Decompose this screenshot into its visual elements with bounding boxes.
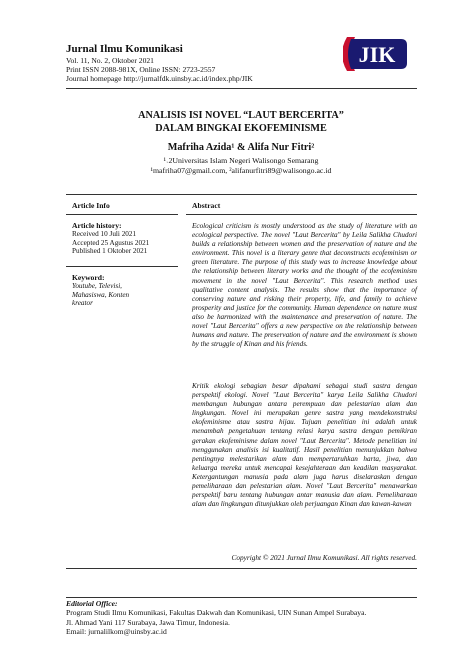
editorial-address-1: Program Studi Ilmu Komunikasi, Fakultas Dakwah dan Komunikasi, UIN Sunan Ampel Surabaya. bbox=[66, 608, 367, 618]
affiliations bbox=[66, 156, 416, 176]
received-date: Received 10 Juli 2021 bbox=[72, 230, 137, 238]
accepted-date: Accepted 25 Agustus 2021 bbox=[72, 238, 150, 247]
left-col-rule-1 bbox=[66, 214, 178, 215]
journal-meta bbox=[66, 56, 253, 84]
right-col-rule-1 bbox=[186, 214, 417, 215]
title-line-2: DALAM BINGKAI EKOFEMINISME bbox=[155, 123, 327, 134]
published-date: Published 1 Oktober 2021 bbox=[72, 247, 148, 256]
editorial-email[interactable]: Email: jurnalilkom@uinsby.ac.id bbox=[66, 627, 167, 637]
logo-text: JIK bbox=[358, 42, 396, 67]
keyword-line: kreator bbox=[72, 299, 93, 308]
abstract-indonesian: Kritik ekologi sebagian besar dipahami sebagai studi sastra dengan perspektif ekologi. Novel "Laut Bercerita" karya Leila Salikha Chudori membangun hubungan antara perempuan dan pelestarian alam dan lingkungan. Novel ini merupakan genre sastra yang mendekonstruksi ekofeminisme atau sastra hijau. Tujuan penelitian ini adalah untuk menambah pengetahuan tentang relasi karya sastra dengan pemikiran gerakan ekofeminisme dalam novel "Laut Bercerita". Metode penelitian ini menggunakan analisis isi kualitatif. Hasil penelitian menunjukkan bahwa pentingnya melestarikan alam dan mempertaruhkan harta, jiwa, dan keluarga mereka untuk mencapai kesejahteraan dan keadilan masyarakat. Ketergantungan manusia pada alam juga harus diselaraskan dengan pemeliharaan dan pelestarian alam. Novel "Laut Bercerita" menawarkan perspektif baru tentang hubungan antar manusia dan alam. Pemeliharaan alam dan lingkungan ditunjukkan oleh perjuangan Kinan dan kawan-kawan bbox=[192, 382, 417, 509]
keywords-block bbox=[72, 273, 178, 308]
journal-logo bbox=[343, 35, 409, 73]
homepage-link[interactable]: Journal homepage http://jurnalfdk.uinsby.ac.id/index.php/JIK bbox=[66, 74, 253, 84]
article-history bbox=[72, 221, 178, 256]
abstract-english: Ecological criticism is mostly understood as the study of literature with an ecological perspective. The novel "Laut Bercerita" by Leila Salikha Chudori builds a relationship between women and the preservation of nature and the environment. This novel is a literary genre that deconstructs ecofeminism or green literature. The purpose of this study was to increase knowledge about the relationship between literary works and the thought of the ecofeminism movement in the novel "Laut Bercerita". This research method uses qualitative content analysis. The results show that the importance of conserving nature and risking their property, life, and family to achieve prosperity and justice for the community. Human dependence on nature must also be harmonized with the maintenance and preservation of nature. The novel "Laut Bercerita" offers a new perspective on the relationship between humans and nature. The preservation of nature and the environment is shown by the struggle of Kinan and his friends. bbox=[192, 222, 417, 349]
footer-rule bbox=[66, 597, 417, 598]
rule-top bbox=[66, 194, 417, 195]
affiliation-line: ¹˒2Universitas Islam Negeri Walisongo Semarang bbox=[163, 156, 319, 165]
editorial-heading: Editorial Office: bbox=[66, 599, 118, 608]
abstract-heading: Abstract bbox=[192, 201, 221, 210]
title-line-1: ANALISIS ISI NOVEL “LAUT BERCERITA” bbox=[138, 110, 344, 121]
volume-info: Vol. 11, No. 2, Oktober 2021 bbox=[66, 56, 154, 65]
keyword-heading: Keyword: bbox=[72, 273, 105, 282]
header-rule bbox=[66, 88, 417, 89]
paper-title bbox=[66, 109, 416, 135]
email-line: ¹mafriha07@gmail.com, ²alifanurfitri89@walisongo.ac.id bbox=[150, 166, 332, 175]
journal-name: Jurnal Ilmu Komunikasi bbox=[66, 43, 183, 55]
rule-bottom bbox=[66, 568, 417, 569]
keyword-line: Mahasiswa, Konten bbox=[72, 290, 130, 299]
article-info-heading: Article Info bbox=[72, 201, 110, 210]
history-heading: Article history: bbox=[72, 221, 122, 230]
issn-info: Print ISSN 2088-981X, Online ISSN: 2723-2557 bbox=[66, 65, 216, 75]
keyword-line: Youtube, Televisi, bbox=[72, 282, 122, 290]
left-col-rule-2 bbox=[66, 266, 178, 267]
authors: Mafriha Azida¹ & Alifa Nur Fitri² bbox=[167, 142, 315, 153]
editorial-office bbox=[66, 599, 366, 637]
copyright-notice: Copyright © 2021 Jurnal Ilmu Komunikasi. All rights reserved. bbox=[231, 553, 417, 562]
editorial-address-2: Jl. Ahmad Yani 117 Surabaya, Jawa Timur, Indonesia. bbox=[66, 617, 230, 627]
